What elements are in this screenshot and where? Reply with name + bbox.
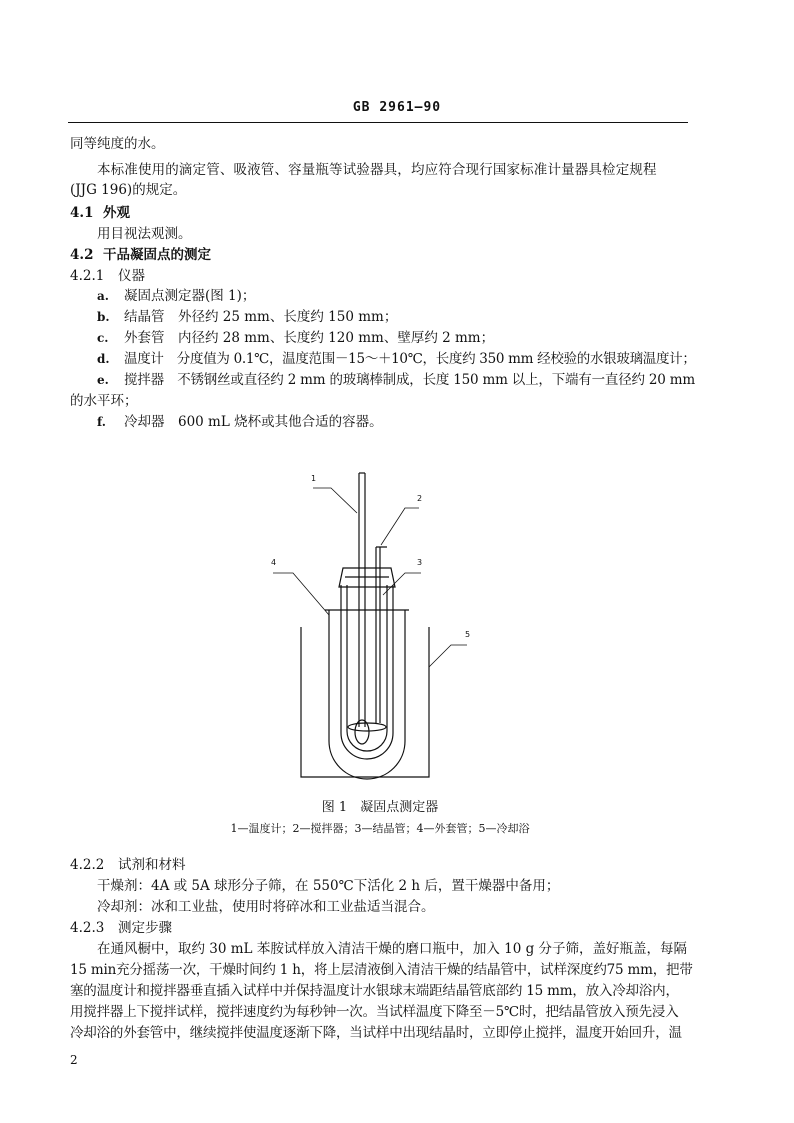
item-text-b: 结晶管 外径约 25 mm、长度约 150 mm；	[124, 309, 398, 325]
procedure-line-3: 塞的温度计和搅拌器垂直插入试样中并保持温度计水银球末端距结晶管底部约 15 mm，放入冷却浴内，	[70, 983, 679, 999]
desiccant-text: 干燥剂：4A 或 5A 球形分子筛，在 550℃下活化 2 h 后，置干燥器中备用；	[97, 878, 560, 894]
page-number: 2	[70, 1053, 78, 1067]
section-4-1-number: 4.1	[70, 205, 94, 221]
procedure-line-2: 15 min充分摇荡一次，干燥时间约 1 h，将上层清液倒入清洁干燥的结晶管中，试样深度约75 mm，把带	[70, 962, 693, 978]
procedure-line-4: 用搅拌器上下搅拌试样，搅拌速度约为每秒钟一次。当试样温度下降至－5℃时，把结晶管放入预先浸入	[70, 1004, 679, 1020]
item-label-c: c.	[97, 331, 109, 345]
coolant-text: 冷却剂：冰和工业盐，使用时将碎冰和工业盐适当混合。	[97, 899, 435, 915]
figure-caption: 图 1 凝固点测定器	[321, 800, 439, 815]
item-text-e: 搅拌器 不锈钢丝或直径约 2 mm 的玻璃棒制成，长度 150 mm 以上，下端有一直径约 20 mm	[124, 372, 695, 388]
section-4-1-text: 用目视法观测。	[97, 226, 192, 242]
procedure-line-1: 在通风橱中，取约 30 mL 苯胺试样放入清洁干燥的磨口瓶中，加入 10 g 分子筛，盖好瓶盖，每隔	[97, 941, 688, 957]
item-label-e: e.	[97, 373, 109, 387]
standard-code-header: GB 2961—90	[352, 100, 442, 115]
callout-3: 3	[417, 558, 423, 567]
section-4-2-2-number: 4.2.2	[70, 857, 105, 873]
crystallization-tube-outline	[341, 585, 393, 759]
item-text-a: 凝固点测定器(图 1)；	[124, 288, 256, 304]
item-text-c: 外套管 内径约 28 mm、长度约 120 mm、壁厚约 2 mm；	[124, 330, 495, 346]
line-apparatus: 本标准使用的滴定管、吸液管、容量瓶等试验器具，均应符合现行国家标准计量器具检定规程	[97, 162, 657, 178]
item-text-e-continued: 的水平环；	[70, 393, 138, 409]
callout-4: 4	[271, 558, 277, 567]
figure-legend: 1—温度计；2—搅拌器；3—结晶管；4—外套管；5—冷却浴	[230, 822, 530, 835]
section-4-2-number: 4.2	[70, 247, 94, 263]
item-text-f: 冷却器 600 mL 烧杯或其他合适的容器。	[124, 414, 383, 430]
freezing-point-apparatus-figure	[255, 465, 505, 790]
section-4-2-1-number: 4.2.1	[70, 268, 105, 284]
callout-1: 1	[311, 474, 317, 483]
section-4-1-title: 外观	[103, 205, 130, 221]
item-label-b: b.	[97, 310, 110, 324]
section-4-2-1-title: 仪器	[118, 268, 145, 284]
header-rule	[68, 122, 688, 123]
item-label-f: f.	[97, 415, 106, 429]
section-4-2-2-title: 试剂和材料	[118, 857, 186, 873]
section-4-2-3-number: 4.2.3	[70, 920, 105, 936]
item-label-a: a.	[97, 289, 109, 303]
stirrer-rod	[376, 547, 387, 723]
callout-5: 5	[465, 630, 471, 639]
section-4-2-3-title: 测定步骤	[118, 920, 172, 936]
procedure-line-5: 冷却浴的外套管中，继续搅拌使温度逐渐下降，当试样中出现结晶时，立即停止搅拌，温度开始回升，温	[70, 1025, 682, 1041]
line-jjg: (JJG 196)的规定。	[70, 182, 187, 198]
section-4-2-title: 干品凝固点的测定	[103, 247, 211, 263]
callout-2: 2	[417, 494, 423, 503]
line-water: 同等纯度的水。	[70, 136, 165, 152]
item-label-d: d.	[97, 352, 110, 366]
item-text-d: 温度计 分度值为 0.1℃，温度范围－15～＋10℃，长度约 350 mm 经校验的水银玻璃温度计；	[124, 351, 696, 367]
